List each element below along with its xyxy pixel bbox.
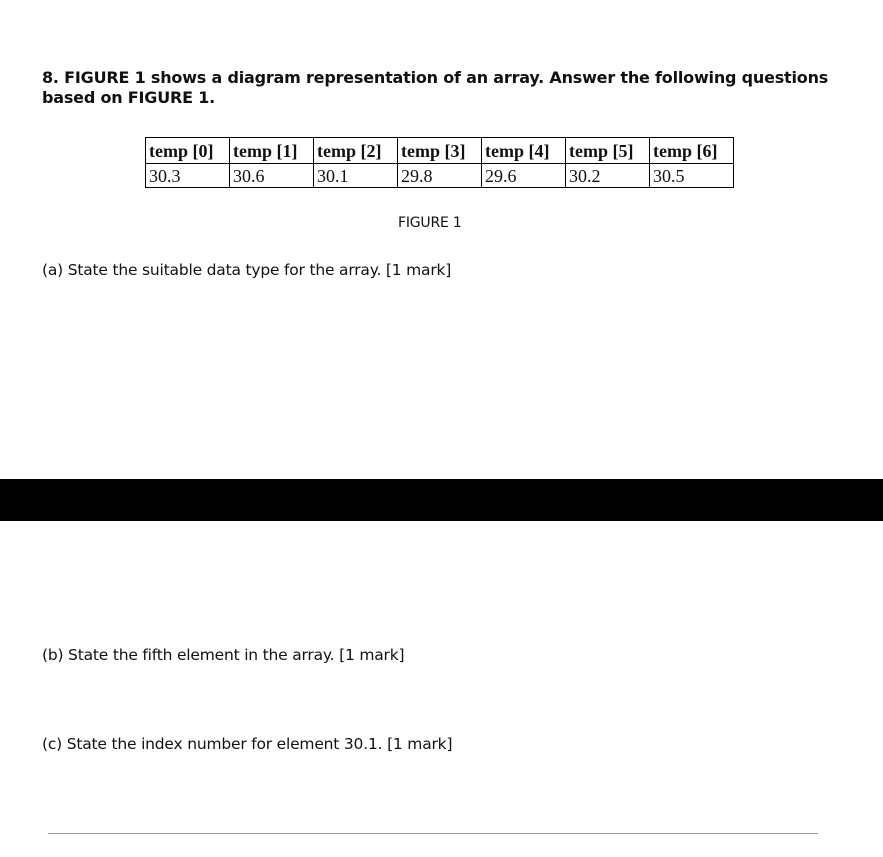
array-header-cell: temp [0] <box>146 138 230 164</box>
array-value-cell: 29.8 <box>398 164 482 188</box>
array-value-cell: 30.1 <box>314 164 398 188</box>
array-value-row <box>146 164 734 188</box>
array-value-cell: 30.3 <box>146 164 230 188</box>
array-value-cell: 29.6 <box>482 164 566 188</box>
sub-question-a: (a) State the suitable data type for the array. [1 mark] <box>42 261 452 279</box>
question-heading: 8. FIGURE 1 shows a diagram representation of an array. Answer the following questions based on FIGURE 1. <box>42 68 829 107</box>
figure-caption: FIGURE 1 <box>398 215 462 231</box>
redaction-bar <box>0 479 883 521</box>
array-header-cell: temp [2] <box>314 138 398 164</box>
array-header-cell: temp [4] <box>482 138 566 164</box>
array-value-cell: 30.2 <box>566 164 650 188</box>
array-header-row <box>146 138 734 164</box>
array-value-cell: 30.5 <box>650 164 734 188</box>
array-table <box>145 137 734 188</box>
array-header-cell: temp [6] <box>650 138 734 164</box>
array-value-cell: 30.6 <box>230 164 314 188</box>
array-header-cell: temp [3] <box>398 138 482 164</box>
array-header-cell: temp [5] <box>566 138 650 164</box>
array-header-cell: temp [1] <box>230 138 314 164</box>
sub-question-c: (c) State the index number for element 30.1. [1 mark] <box>42 735 453 753</box>
footer-rule <box>48 833 818 834</box>
sub-question-b: (b) State the fifth element in the array. [1 mark] <box>42 646 405 664</box>
